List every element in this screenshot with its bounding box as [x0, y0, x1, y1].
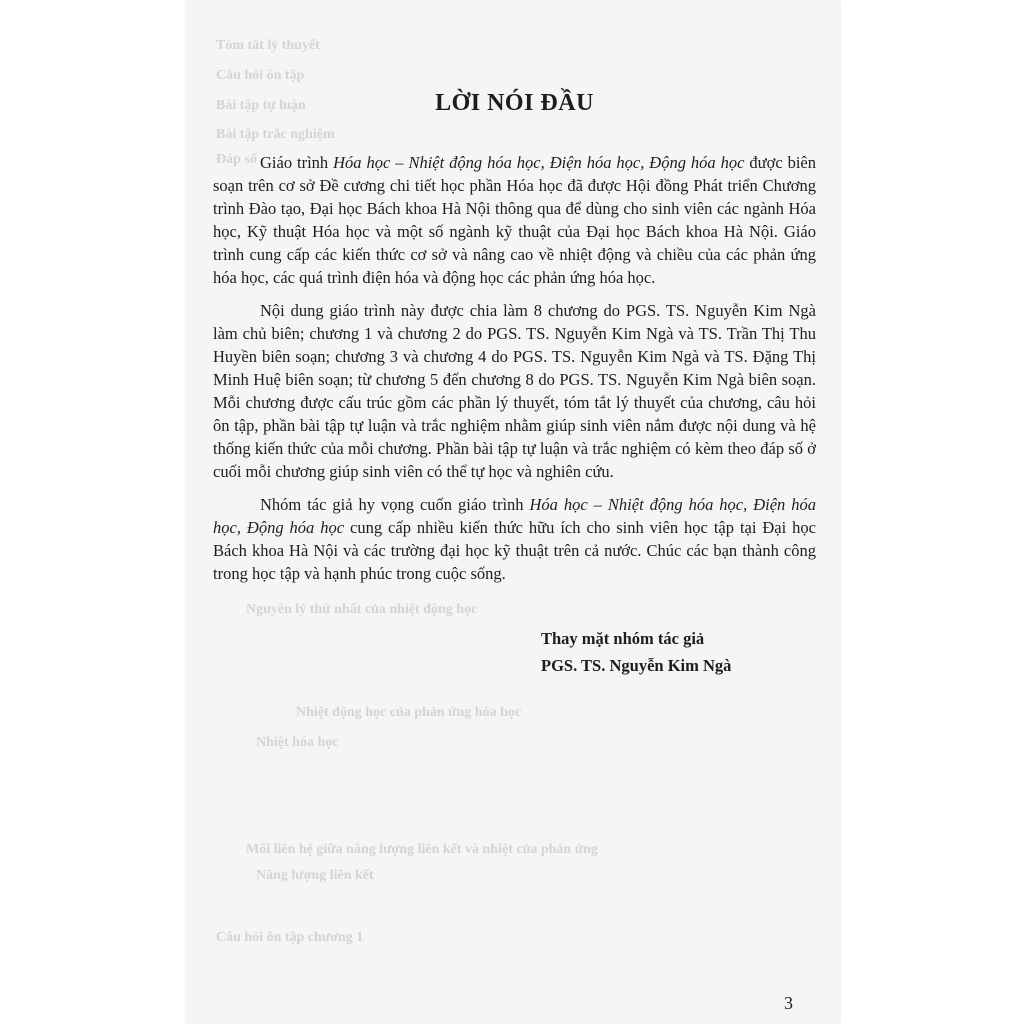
bleed-through-line: Bài tập trắc nghiệm	[216, 127, 335, 142]
signature-role: Thay mặt nhóm tác giả	[541, 629, 705, 648]
bleed-through-line: Câu hỏi ôn tập	[216, 68, 305, 83]
book-title-italic: Hóa học – Nhiệt động hóa học, Điện hóa học, Động hóa học	[213, 495, 816, 537]
paragraph	[213, 151, 816, 289]
bleed-through-line: Bài tập tự luận	[216, 98, 306, 113]
paragraph-text: được biên soạn trên cơ sở Đề cương chi tiết học phần Hóa học đã được Hội đồng Phát triển Chương trình Đào tạo, Đại học Bách khoa Hà Nội thông qua để dùng cho sinh viên các ngành Hóa học, Kỹ thuật Hóa học và một số ngành kỹ thuật của Đại học Bách khoa Hà Nội. Giáo trình cung cấp các kiến thức cơ sở và nâng cao về nhiệt động và chiều của các phản ứng hóa học, các quá trình điện hóa và động học các phản ứng hóa học.	[213, 153, 816, 287]
signature-name: PGS. TS. Nguyễn Kim Ngà	[541, 656, 732, 675]
paragraph	[213, 299, 816, 483]
book-title-italic: Hóa học – Nhiệt động hóa học, Điện hóa học, Động hóa học	[333, 153, 745, 172]
paragraph-text: Nhóm tác giả hy vọng cuốn giáo trình	[260, 495, 530, 514]
bleed-through-line: Nhiệt động học của phản ứng hóa học	[296, 705, 522, 720]
bleed-through-line: Mối liên hệ giữa năng lượng liên kết và nhiệt của phản ứng	[246, 842, 598, 857]
paragraph	[213, 493, 816, 585]
bleed-through-line: Năng lượng liên kết	[256, 868, 374, 883]
bleed-through-line: Đáp số	[216, 152, 257, 167]
paragraph-text: cung cấp nhiều kiến thức hữu ích cho sinh viên học tập tại Đại học Bách khoa Hà Nội và các trường đại học kỹ thuật trên cả nước. Chúc các bạn thành công trong học tập và hạnh phúc trong cuộc sống.	[213, 518, 816, 583]
paragraph-text: Nội dung giáo trình này được chia làm 8 chương do PGS. TS. Nguyễn Kim Ngà làm chủ biên; chương 1 và chương 2 do PGS. TS. Nguyễn Kim Ngà và TS. Trần Thị Thu Huyền biên soạn; chương 3 và chương 4 do PGS. TS. Nguyễn Kim Ngà và TS. Đặng Thị Minh Huệ biên soạn; từ chương 5 đến chương 8 do PGS. TS. Nguyễn Kim Ngà biên soạn. Mỗi chương được cấu trúc gồm các phần lý thuyết, tóm tắt lý thuyết của chương, câu hỏi ôn tập, phần bài tập tự luận và trắc nghiệm nhằm giúp sinh viên nắm được nội dung và hệ thống kiến thức của mỗi chương. Phần bài tập tự luận và trắc nghiệm có kèm theo đáp số ở cuối mỗi chương giúp sinh viên có thể tự học và nghiên cứu.	[213, 301, 816, 481]
bleed-through-line: Nhiệt hóa học	[256, 735, 339, 750]
bleed-through-line: Câu hỏi ôn tập chương 1	[216, 930, 364, 945]
document-page	[186, 0, 840, 1024]
bleed-through-line: Nguyên lý thứ nhất của nhiệt động học	[246, 602, 478, 617]
bleed-through-line: Tóm tắt lý thuyết	[216, 38, 320, 53]
page-title: LỜI NÓI ĐẦU	[435, 90, 594, 116]
signature-block	[213, 625, 816, 679]
page-number: 3	[784, 993, 793, 1013]
paragraph-text: Giáo trình	[260, 153, 334, 172]
